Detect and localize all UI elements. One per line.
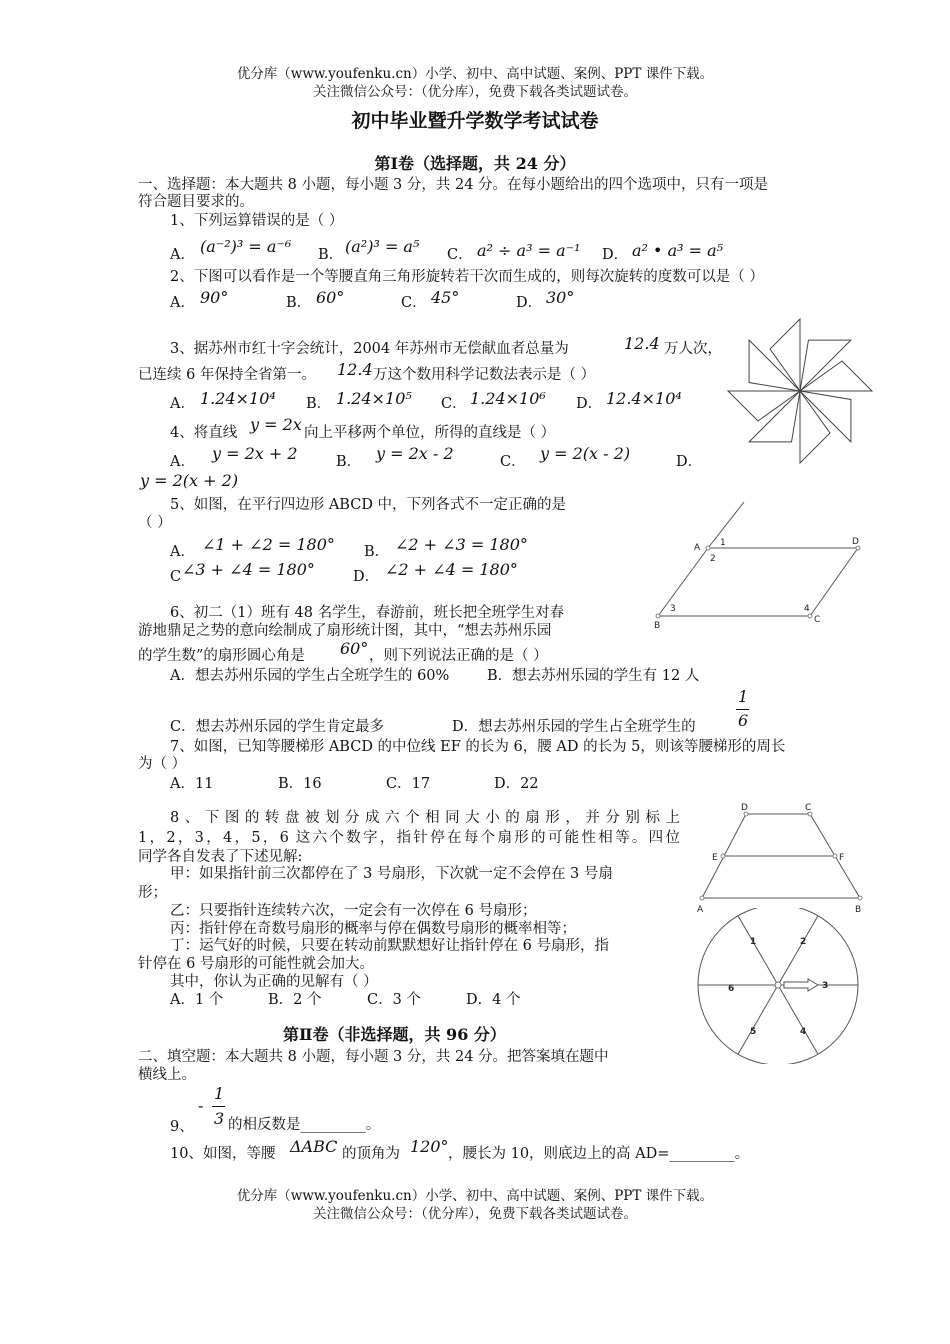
trap-label-b: B: [855, 905, 862, 915]
q8-line8: 丁：运气好的时候，只要在转动前默默想好让指针停在 6 号扇形，指: [170, 938, 609, 954]
q1-option-c-expr: a² ÷ a³ = a⁻¹: [477, 241, 581, 260]
q8-line2: 1，2，3，4，5，6 这六个数字，指针停在每个扇形的可能性相等。四位: [138, 830, 680, 846]
trapezoid-figure: [690, 800, 870, 918]
q10-mid: 的顶角为: [342, 1146, 400, 1162]
q8-line9: 针停在 6 号扇形的可能性就会加大。: [138, 956, 374, 972]
q6-line3-pre: 的学生数”的扇形圆心角是: [138, 648, 305, 664]
part2-intro-line2: 横线上。: [138, 1067, 196, 1083]
q5-option-d-expr: ∠2 + ∠4 = 180°: [385, 560, 518, 579]
q2-option-c-expr: 45°: [431, 288, 460, 307]
q9-text: 的相反数是_________。: [228, 1117, 381, 1133]
q8-line6: 乙：只要指针连续转六次，一定会有一次停在 6 号扇形；: [170, 903, 537, 919]
q8-line4: 甲：如果指针前三次都停在了 3 号扇形，下次就一定不会停在 3 号扇: [170, 866, 613, 882]
q4-stem-post: 向上平移两个单位，所得的直线是（ ）: [304, 425, 556, 441]
q8-option-d: D．4 个: [466, 992, 521, 1008]
q1-option-c-label: C．: [447, 247, 473, 263]
q4-option-d-expr: y = 2(x + 2): [140, 471, 239, 490]
trap-label-a: A: [697, 905, 704, 915]
q8-line5: 形；: [138, 885, 167, 901]
part1-intro-line1: 一、选择题：本大题共 8 小题，每小题 3 分，共 24 分。在每小题给出的四个选项中，只有一项是: [138, 177, 769, 193]
q3-option-c-label: C．: [441, 396, 467, 412]
label-d: D: [852, 537, 859, 547]
q6-option-b: B．想去苏州乐园的学生有 12 人: [487, 668, 700, 684]
q3-option-b-expr: 1.24×10⁵: [336, 389, 412, 408]
q4-stem-expr: y = 2x: [250, 415, 302, 434]
q3-line2-pre: 已连续 6 年保持全省第一。: [138, 367, 316, 383]
q1-stem: 1、下列运算错误的是（ ）: [170, 213, 344, 229]
q9-frac-num: 1: [214, 1084, 225, 1103]
q4-option-a-label: A．: [170, 454, 195, 470]
q4-option-c-label: C．: [500, 454, 526, 470]
q3-value: 12.4: [624, 334, 660, 353]
part1-intro-line2: 符合题目要求的。: [138, 194, 254, 210]
part2-intro-line1: 二、填空题：本大题共 8 小题，每小题 3 分，共 24 分。把答案填在题中: [138, 1049, 609, 1065]
angle-3-label: 3: [670, 604, 676, 614]
q6-line3-expr: 60°: [340, 639, 369, 658]
parallelogram-right: [810, 548, 858, 616]
q5-option-c-expr: ∠3 + ∠4 = 180°: [182, 560, 315, 579]
trap-label-d: D: [741, 803, 748, 813]
q10-triangle: ΔABC: [290, 1137, 338, 1156]
q8-option-a: A．1 个: [170, 992, 224, 1008]
q3-option-d-expr: 12.4×10⁴: [606, 389, 682, 408]
part1-title: 第Ⅰ卷（选择题，共 24 分）: [374, 154, 576, 173]
trap-label-e: E: [712, 853, 718, 863]
q6-frac-bar: [736, 709, 749, 710]
q2-option-d-label: D．: [516, 295, 543, 311]
q7-option-b: B．16: [278, 776, 322, 792]
pinwheel-blade: [770, 319, 800, 391]
q3-option-a-expr: 1.24×10⁴: [200, 389, 276, 408]
q3-line1-pre: 3、据苏州市红十字会统计，2004 年苏州市无偿献血者总量为: [170, 341, 569, 357]
q3-line1-post: 万人次，: [664, 341, 722, 357]
q6-frac-num: 1: [738, 687, 749, 706]
q4-option-b-expr: y = 2x - 2: [376, 444, 454, 463]
q6-option-c: C．想去苏州乐园的学生肯定最多: [170, 719, 385, 735]
q5-option-b-label: B．: [364, 544, 390, 560]
q2-stem: 2、下图可以看作是一个等腰直角三角形旋转若干次而生成的，则每次旋转的度数可以是（ ）: [170, 269, 764, 285]
trap-label-f: F: [839, 853, 845, 863]
q6-option-d: D．想去苏州乐园的学生占全班学生的: [452, 719, 696, 735]
label-a: A: [694, 543, 701, 553]
q6-line2: 游地鼎足之势的意向绘制成了扇形统计图，其中，“想去苏州乐园: [138, 623, 552, 639]
q4-option-c-expr: y = 2(x - 2): [540, 444, 631, 463]
angle-4-label: 4: [804, 604, 810, 614]
q8-line1: 8、下图的转盘被划分成六个相同大小的扇形，并分别标上: [170, 810, 680, 826]
q2-option-a-expr: 90°: [200, 288, 229, 307]
label-b: B: [654, 621, 661, 631]
header-line-1: 优分库（www.youfenku.cn）小学、初中、高中试题、案例、PPT 课件下载。: [236, 66, 714, 82]
sector-2-label: 2: [800, 937, 807, 947]
spinner-pointer: [784, 979, 818, 991]
footer-line-2: 关注微信公众号：（优分库），免费下载各类试题试卷。: [313, 1206, 637, 1222]
q1-option-a-expr: (a⁻²)³ = a⁻⁶: [200, 237, 292, 256]
parallelogram-figure: [650, 500, 870, 632]
trap-label-c: C: [805, 803, 812, 813]
footer-line-1: 优分库（www.youfenku.cn）小学、初中、高中试题、案例、PPT 课件下载。: [236, 1188, 714, 1204]
q3-option-a-label: A．: [170, 396, 195, 412]
parallelogram-side-ab: [658, 548, 708, 616]
q5-option-c-label: C: [170, 569, 182, 585]
q8-option-c: C．3 个: [367, 992, 421, 1008]
q9-number: 9、: [170, 1119, 194, 1135]
q2-option-c-label: C．: [401, 295, 427, 311]
q10-angle: 120°: [410, 1137, 449, 1156]
q1-option-b-label: B．: [318, 247, 344, 263]
q3-option-d-label: D．: [576, 396, 603, 412]
q3-option-c-expr: 1.24×10⁶: [470, 389, 546, 408]
q8-line7: 丙：指针停在奇数号扇形的概率与停在偶数号扇形的概率相等；: [170, 921, 576, 937]
q3-option-b-label: B．: [306, 396, 332, 412]
q1-option-d-label: D．: [602, 247, 629, 263]
q4-option-b-label: B．: [336, 454, 362, 470]
q1-option-d-expr: a² • a³ = a⁵: [632, 241, 724, 260]
sector-4-label: 4: [800, 1027, 807, 1037]
q2-option-b-expr: 60°: [316, 288, 345, 307]
q4-stem-pre: 4、将直线: [170, 425, 238, 441]
page-title: 初中毕业暨升学数学考试试卷: [351, 110, 599, 132]
pinwheel-figure: [722, 313, 878, 469]
q6-frac-den: 6: [738, 711, 749, 730]
q6-line3-post: ，则下列说法正确的是（ ）: [369, 648, 548, 664]
angle-2-label: 2: [710, 554, 716, 564]
q9-frac-bar: [212, 1106, 225, 1107]
q7-option-a: A．11: [170, 776, 214, 792]
q7-line1: 7、如图，已知等腰梯形 ABCD 的中位线 EF 的长为 6，腰 AD 的长为 5，则该等腰梯形的周长: [170, 739, 786, 755]
q2-option-a-label: A．: [170, 295, 195, 311]
q4-option-d-label: D．: [676, 454, 703, 470]
q1-option-b-expr: (a²)³ = a⁵: [345, 237, 420, 256]
q1-option-a-label: A．: [170, 247, 195, 263]
q7-option-d: D．22: [494, 776, 539, 792]
q7-line2: 为（ ）: [138, 756, 187, 772]
sector-3-label: 3: [822, 981, 829, 991]
q2-option-d-expr: 30°: [546, 288, 575, 307]
q6-line1: 6、初二（1）班有 48 名学生，春游前，班长把全班学生对春: [170, 605, 565, 621]
q6-option-a: A．想去苏州乐园的学生占全班学生的 60%: [170, 668, 450, 684]
angle-1-label: 1: [720, 538, 726, 548]
part2-title: 第Ⅱ卷（非选择题，共 96 分）: [283, 1025, 506, 1044]
q4-option-a-expr: y = 2x + 2: [212, 444, 298, 463]
q7-option-c: C．17: [386, 776, 431, 792]
label-c: C: [814, 615, 821, 625]
q8-line3: 同学各自发表了下述见解:: [138, 849, 303, 865]
q8-line10: 其中，你认为正确的见解有（ ）: [170, 974, 378, 990]
header-line-2: 关注微信公众号：（优分库），免费下载各类试题试卷。: [313, 84, 637, 100]
extension-line: [708, 502, 744, 548]
sector-1-label: 1: [750, 937, 757, 947]
q3-line2-post: 万这个数用科学记数法表示是（ ）: [373, 367, 596, 383]
sector-6-label: 6: [728, 984, 735, 994]
q5-stem-line2: （ ）: [138, 515, 172, 531]
sector-5-label: 5: [750, 1027, 757, 1037]
q10-pre: 10、如图，等腰: [170, 1146, 276, 1162]
q10-post: ，腰长为 10，则底边上的高 AD=_________。: [448, 1146, 750, 1162]
spinner-figure: [696, 908, 862, 1064]
q5-stem-line1: 5、如图，在平行四边形 ABCD 中，下列各式不一定正确的是: [170, 497, 567, 513]
q9-frac-den: 3: [214, 1109, 225, 1128]
q5-option-a-expr: ∠1 + ∠2 = 180°: [202, 535, 335, 554]
q8-option-b: B．2 个: [268, 992, 322, 1008]
q5-option-d-label: D．: [353, 569, 380, 585]
q9-frac-sign: -: [198, 1096, 204, 1115]
q5-option-a-label: A．: [170, 544, 195, 560]
q2-option-b-label: B．: [286, 295, 312, 311]
q3-value-2: 12.4: [337, 360, 373, 379]
q5-option-b-expr: ∠2 + ∠3 = 180°: [395, 535, 528, 554]
